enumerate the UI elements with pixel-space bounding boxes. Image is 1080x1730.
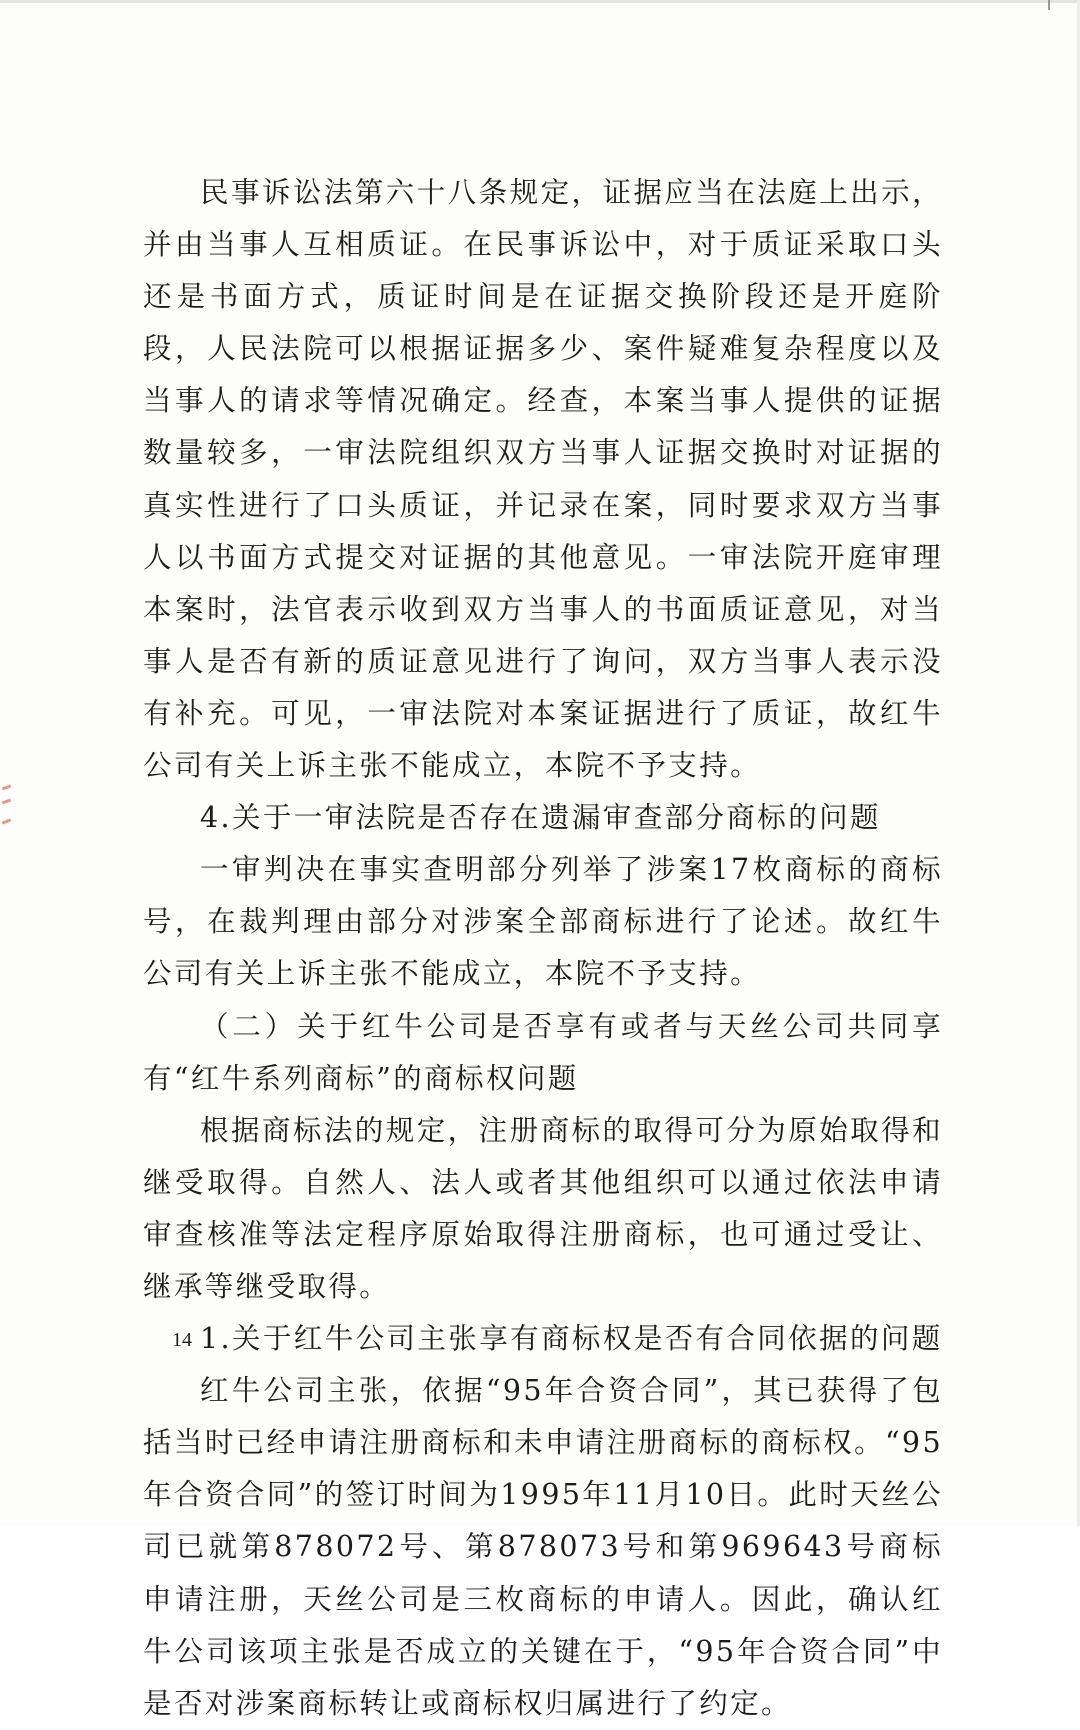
heading-contract-basis: 1.关于红牛公司主张享有商标权是否有合同依据的问题	[200, 1322, 943, 1356]
corner-mark	[1048, 0, 1050, 10]
paragraph-contract-basis: 红牛公司主张，依据“95年合资合同”，其已获得了包括当时已经申请注册商标和未申请注册商标的商标权。“95年合资合同”的签订时间为1995年11月10日。此时天丝公司已就第878072号、第878073号和第969643号商标申请注册，天丝公司是三枚商标的申请人。因此，确认红牛公司该项主张是否成立的关键在于，“95年合资合同”中是否对涉案商标转让或商标权归属进行了约定。	[143, 1374, 943, 1720]
paragraph-evidence-cross-examination: 民事诉讼法第六十八条规定，证据应当在法庭上出示，并由当事人互相质证。在民事诉讼中，对于质证采取口头还是书面方式，质证时间是在证据交换阶段还是开庭阶段，人民法院可以根据证据多少、案件疑难复杂程度以及当事人的请求等情况确定。经查，本案当事人提供的证据数量较多，一审法院组织双方当事人证据交换时对证据的真实性进行了口头质证，并记录在案，同时要求双方当事人以书面方式提交对证据的其他意见。一审法院开庭审理本案时，法官表示收到双方当事人的书面质证意见，对当事人是否有新的质证意见进行了询问，双方当事人表示没有补充。可见，一审法院对本案证据进行了质证，故红牛公司有关上诉主张不能成立，本院不予支持。	[143, 176, 943, 783]
paragraph-omitted-trademarks: 一审判决在事实查明部分列举了涉案17枚商标的商标号，在裁判理由部分对涉案全部商标进行了论述。故红牛公司有关上诉主张不能成立，本院不予支持。	[143, 853, 943, 991]
scan-edge-top	[0, 0, 1080, 3]
binding-marks	[0, 780, 14, 840]
page-number: 14	[172, 1329, 192, 1351]
paragraph-trademark-acquisition: 根据商标法的规定，注册商标的取得可分为原始取得和继受取得。自然人、法人或者其他组织可以通过依法申请审查核准等法定程序原始取得注册商标，也可通过受让、继承等继受取得。	[143, 1113, 943, 1303]
body-text	[143, 167, 943, 1730]
heading-omitted-trademarks: 4.关于一审法院是否存在遗漏审查部分商标的问题	[200, 801, 881, 835]
heading-section-two: （二）关于红牛公司是否享有或者与天丝公司共同享有“红牛系列商标”的商标权问题	[143, 1009, 943, 1095]
